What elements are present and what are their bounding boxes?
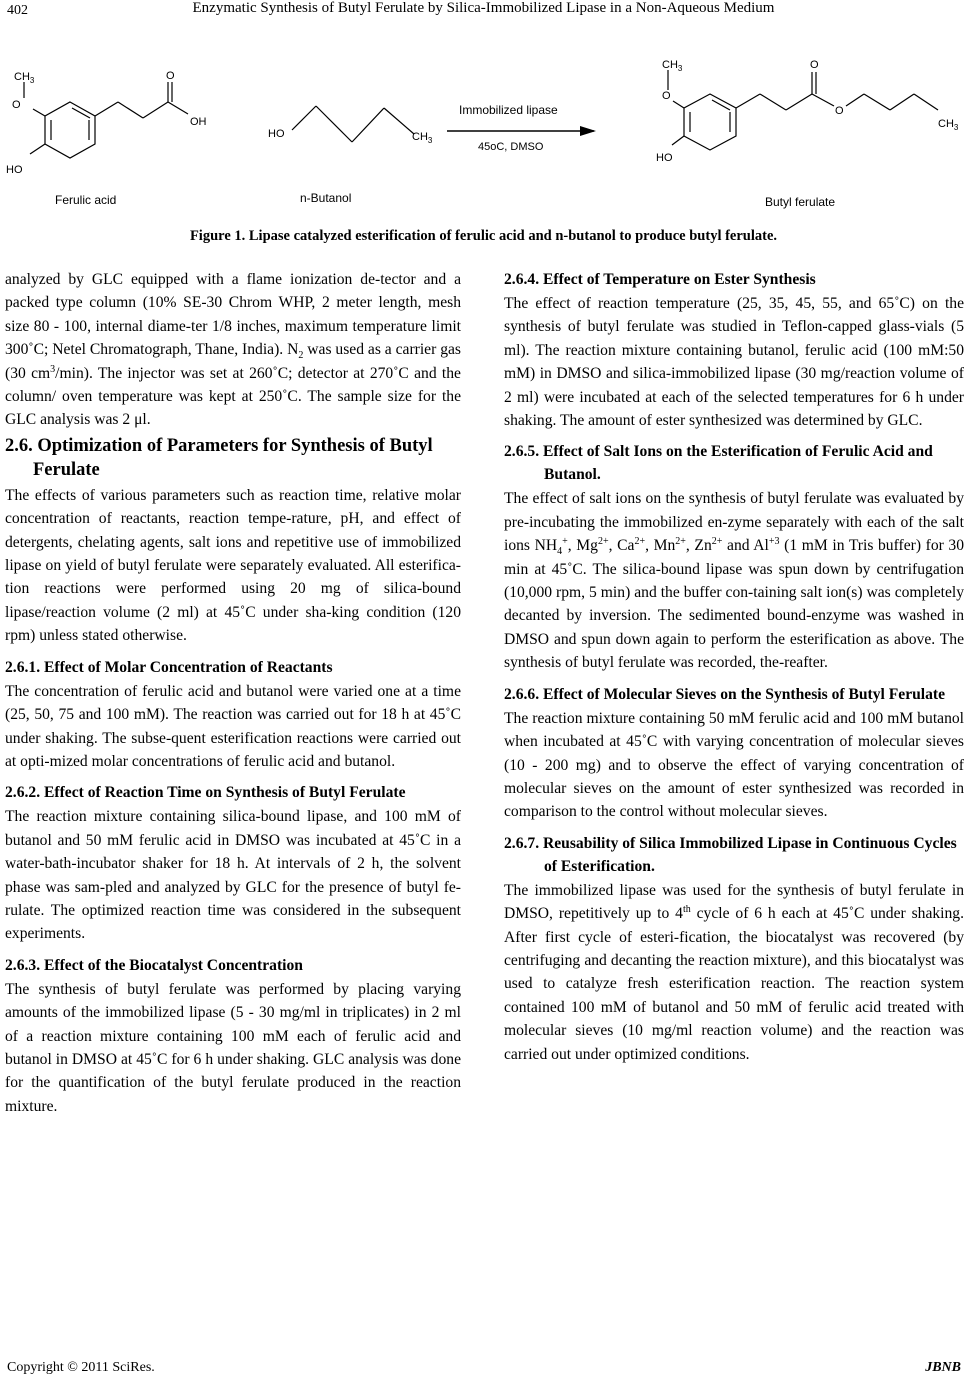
svg-text:CH3: $CH_3$ (14, 71, 35, 85)
svg-text:O: O (810, 59, 819, 71)
reaction-scheme-drawing (0, 42, 967, 222)
copyright-notice: Copyright © 2011 SciRes. (7, 1360, 155, 1375)
section-2-6-2-text: The reaction mixture containing silica-bound lipase, and 100 mM of butanol and 50 mM ferulic acid in DMSO was incubated at 45˚C in a water-bath-incubator shaker for 18 h. At intervals of 2 h, the solvent phase was sam-pled and analyzed by GLC for the presence of butyl fe-rulate. The optimized reaction time was considered in the subsequent experiments. (5, 808, 461, 943)
page-header (0, 0, 967, 24)
svg-text:OH: OH (190, 116, 207, 128)
butyl-ferulate-structure (668, 70, 938, 150)
section-2-6-3-text: The synthesis of butyl ferulate was performed by placing varying amounts of the immobilized lipase (5 - 30 mg/ml in triplicates) in 2 ml of a reaction mixture containing 100 mM each of ferulic acid and butanol in DMSO at 45˚C for 6 h under shaking. GLC analysis was done for the quantification of the butyl ferulate produced in the reaction mixture. (5, 980, 461, 1115)
section-2-6-3-heading: 2.6.3. Effect of the Biocatalyst Concentration (5, 956, 303, 974)
ferulic-acid-structure (24, 82, 188, 158)
section-2-6-6-text: The reaction mixture containing 50 mM ferulic acid and 100 mM butanol when incubated at 45˚C with varying concentration of molecular sieves (10 - 200 mg) and to observe the effect of varying concentration of molecular sieves on the amount of ester synthesized was recorded in comparison to the control without molecular sieves. (504, 709, 964, 821)
butyl-ferulate-label: Butyl ferulate (765, 195, 836, 209)
section-2-6-2-heading: 2.6.2. Effect of Reaction Time on Synthesis of Butyl Ferulate (5, 784, 406, 802)
svg-text:O: O (662, 90, 671, 102)
section-2-6-heading: 2.6. Optimization of Parameters for Synthesis of Butyl Ferulate (5, 435, 433, 480)
page-footer (0, 1354, 967, 1378)
section-2-6-7-heading: 2.6.7. Reusability of Silica Immobilized Lipase in Continuous Cycles of Esterification. (504, 834, 957, 875)
section-2-6-1-heading: 2.6.1. Effect of Molar Concentration of Reactants (5, 658, 333, 676)
running-title: Enzymatic Synthesis of Butyl Ferulate by Silica-Immobilized Lipase in a Non-Aqueous Medium (192, 0, 775, 16)
svg-text:CH3: $CH_3$ (412, 131, 433, 145)
journal-abbrev: JBNB (925, 1360, 961, 1375)
section-2-6-4-heading: 2.6.4. Effect of Temperature on Ester Synthesis (504, 271, 816, 288)
section-2-6-7-text: The immobilized lipase was used for the synthesis of butyl ferulate in DMSO, repetitively up to 4th cycle of 6 h each at 45˚C under shaking. After first cycle of esteri-fication, the biocatalyst was recovered (by centrifuging and decanting the reaction mixture), and this biocatalyst was used to catalyze fresh esterification reaction. The reaction system contained 100 mM of butanol and 50 mM of ferulic acid treated with molecular sieves (10 mg/ml reaction volume) and the reaction was carried out under optimized conditions. (504, 881, 964, 1063)
section-2-6-text: The effects of various parameters such as reaction time, relative molar concentration of reactants, reaction tempe-rature, pH, and effect of detergents, chelating agents, salt ions and repetitive use of immobilized lipase on yield of butyl ferulate were separately evaluated. All esterifica-tion reactions were performed using 20 mg of silica-bound lipase/reaction volume (2 ml) at 45˚C under sha-king condition (120 rpm) unless stated otherwise. (5, 486, 461, 645)
n-butanol-label: n-Butanol (300, 191, 352, 205)
section-2-6-5-text: The effect of salt ions on the synthesis of butyl ferulate was evaluated by pre-incubating the immobilized en-zyme separately with each of the salt ions $NH_4^+$, $Mg^{2+}$, $Ca^{2+}$, $Mn^{2+}$, $Zn^{2+}$ and $Al^{+3}$ (1 mM in Tris buffer) for 30 min at 45˚C. The silica-bound lipase was spun down by centrifugation (10,000 rpm, 5 min) and the buffer con-taining salt ion(s) was completely decanted by inversion. The sedimented bound-enzyme was washed in DMSO and spun down again to perform the esterification as above. The synthesis of butyl ferulate was recorded, the-reafter. (504, 490, 965, 672)
svg-text:HO: HO (6, 164, 23, 176)
right-column (504, 268, 964, 1066)
page-number: 402 (7, 3, 28, 18)
svg-text:HO: HO (268, 128, 285, 140)
section-2-6-6-heading: 2.6.6. Effect of Molecular Sieves on the Synthesis of Butyl Ferulate (504, 685, 946, 703)
figure-caption: Figure 1. Lipase catalyzed esterification of ferulic acid and n-butanol to produce butyl ferulate. (189, 228, 778, 244)
arrow-top-text: Immobilized lipase (459, 103, 558, 117)
paragraph-glc-analysis: analyzed by GLC equipped with a flame ionization de-tector and a packed type column (10% SE-30 Chrom WHP, 2 meter length, mesh size 80 - 100, internal diame-ter 1/8 inches, maximum temperature limit 300˚C; Netel Chromatograph, Thane, India). $N_2$ was used as a carrier gas (30 $cm^3/\min$). The injector was set at 260˚C; detector at 270˚C and the column/ oven temperature was kept at 250˚C. The sample size for the GLC analysis was 2 μl. (5, 271, 461, 429)
section-2-6-1-text: The concentration of ferulic acid and butanol were varied one at a time (25, 50, 75 and 100 mM). The reaction was carried out for 18 h at 45˚C under shaking. The subse-quent esterification reactions were carried out at opti-mized molar concentrations of ferulic acid and butanol. (5, 682, 461, 770)
svg-text:CH3: $CH_3$ (938, 118, 959, 132)
reaction-scheme-figure (0, 42, 967, 222)
n-butanol-structure (292, 106, 414, 142)
ferulic-acid-label: Ferulic acid (55, 193, 117, 207)
svg-text:HO: HO (656, 152, 673, 164)
svg-text:O: O (166, 70, 175, 82)
svg-text:O: O (12, 99, 21, 111)
left-column (5, 268, 461, 1118)
svg-text:CH3: $CH_3$ (662, 59, 683, 73)
svg-text:O: O (835, 105, 844, 117)
arrow-bottom-text: 45oC, DMSO (478, 141, 544, 153)
section-2-6-5-heading: 2.6.5. Effect of Salt Ions on the Esterification of Ferulic Acid and Butanol. (504, 443, 933, 484)
section-2-6-4-text: The effect of reaction temperature (25, 35, 45, 55, and 65˚C) on the synthesis of butyl ferulate was studied in Teflon-capped glass-vials (5 ml). The reaction mixture containing butanol, ferulic acid (100 mM:50 mM) in DMSO and silica-immobilized lipase (30 mg/reaction volume of 2 ml) were incubated at each of the selected temperatures for 6 h under shaking. The amount of ester synthesized was determined by GLC. (504, 295, 964, 430)
